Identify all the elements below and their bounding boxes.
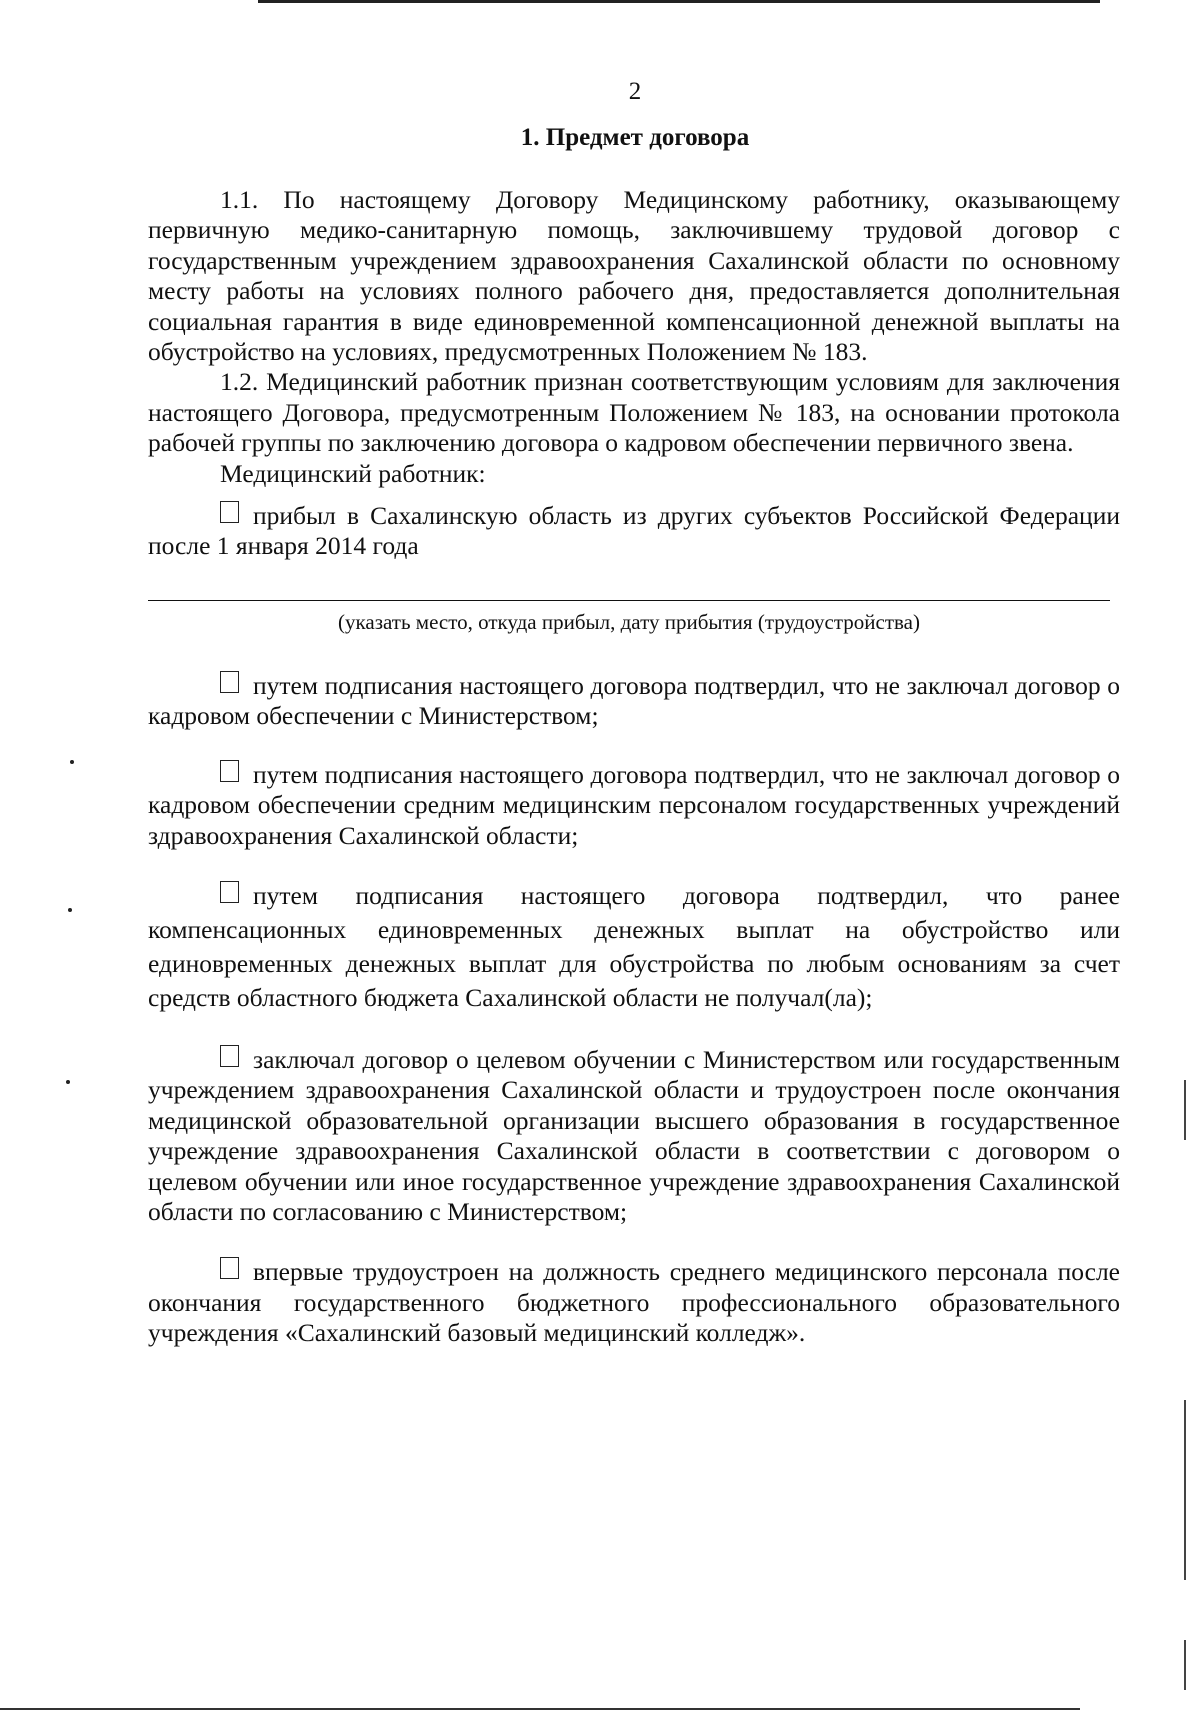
paragraph-1-2: 1.2. Медицинский работник признан соответствующим условиям для заключения настоящего Договора, предусмотренным Положением № 183, на основании протокола рабочей группы по заключению договора о кадровом обеспечении первичного звена. bbox=[148, 367, 1120, 458]
checkbox-targeted-training[interactable] bbox=[220, 1045, 239, 1067]
scan-edge-bottom bbox=[0, 1708, 1080, 1710]
option-no-staffing-contract-nurses bbox=[148, 760, 1120, 851]
scan-edge-right bbox=[1184, 1640, 1186, 1690]
scan-edge-top bbox=[258, 0, 1100, 3]
worker-label: Медицинский работник: bbox=[220, 458, 486, 488]
option-text: путем подписания настоящего договора подтвердил, что не заключал договор о кадровом обеспечении с Министерством; bbox=[148, 670, 1120, 731]
option-text: прибыл в Сахалинскую область из других субъектов Российской Федерации после 1 января 2014 года bbox=[148, 501, 1120, 561]
option-first-employed-college bbox=[148, 1257, 1120, 1348]
checkbox-arrived[interactable] bbox=[220, 501, 239, 523]
option-text: путем подписания настоящего договора подтвердил, что ранее компенсационных единовременных денежных выплат на обустройство или единовременных денежных выплат для обустройства по любым основаниям за счет средств областного бюджета Сахалинской области не получал(ла); bbox=[148, 880, 1120, 1012]
section-title: 1. Предмет договора bbox=[520, 124, 750, 151]
page-number: 2 bbox=[628, 78, 642, 105]
checkbox-first-employed-college[interactable] bbox=[220, 1257, 239, 1279]
fill-in-caption: (указать место, откуда прибыл, дату прибытия (трудоустройства) bbox=[338, 609, 920, 634]
option-no-staffing-contract-ministry bbox=[148, 671, 1120, 732]
scan-edge-right bbox=[1184, 1400, 1186, 1580]
scan-speck bbox=[66, 1080, 70, 1084]
option-no-previous-payments bbox=[148, 879, 1120, 1015]
option-arrived bbox=[148, 501, 1120, 562]
option-text: впервые трудоустроен на должность среднего медицинского персонала после окончания государственного бюджетного профессионального образовательного учреждения «Сахалинский базовый медицинский колледж». bbox=[148, 1257, 1120, 1348]
option-targeted-training bbox=[148, 1045, 1120, 1227]
checkbox-no-staffing-contract-ministry[interactable] bbox=[220, 671, 239, 693]
paragraph-1-1: 1.1. По настоящему Договору Медицинскому работнику, оказывающему первичную медико-санитарную помощь, заключившему трудовой договор с государственным учреждением здравоохранения Сахалинской области по основному месту работы на условиях полного рабочего дня, предоставляется дополнительная социальная гарантия в виде единовременной компенсационной денежной выплаты на обустройство на условиях, предусмотренных Положением № 183. bbox=[148, 185, 1120, 367]
checkbox-no-previous-payments[interactable] bbox=[220, 881, 239, 903]
document-body bbox=[148, 185, 1120, 1349]
option-text: заключал договор о целевом обучении с Министерством или государственным учреждением здравоохранения Сахалинской области и трудоустроен после окончания медицинской образовательной организации высшего образования в государственное учреждение здравоохранения Сахалинской области в соответствии с договором о целевом обучении или иное государственное учреждение здравоохранения Сахалинской области по согласованию с Министерством; bbox=[148, 1044, 1120, 1226]
scan-speck bbox=[70, 760, 74, 764]
scan-speck bbox=[68, 908, 72, 912]
checkbox-no-staffing-contract-nurses[interactable] bbox=[220, 760, 239, 782]
option-text: путем подписания настоящего договора подтвердил, что не заключал договор о кадровом обеспечении средним медицинским персоналом государственных учреждений здравоохранения Сахалинской области; bbox=[148, 759, 1120, 850]
fill-in-line[interactable] bbox=[148, 600, 1110, 601]
scan-edge-right bbox=[1184, 1080, 1186, 1140]
